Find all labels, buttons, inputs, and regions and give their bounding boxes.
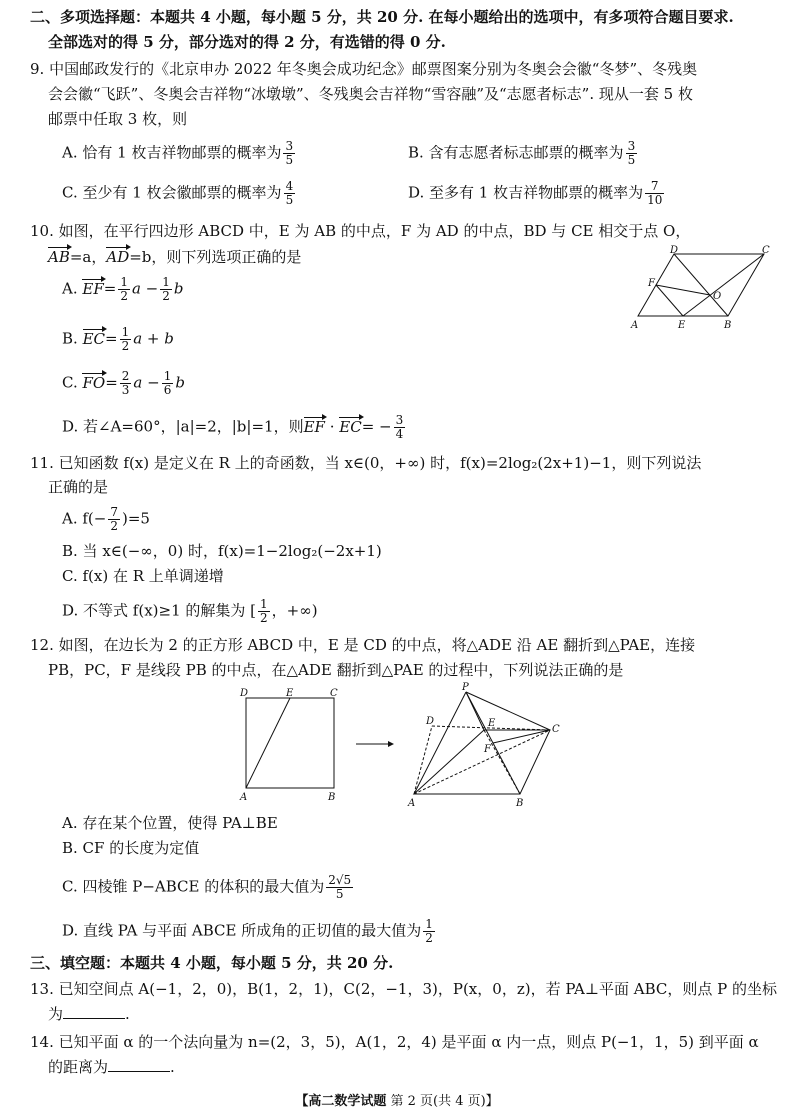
label-c: C bbox=[330, 688, 338, 699]
label-f: F bbox=[484, 744, 491, 755]
answer-blank[interactable] bbox=[108, 1057, 170, 1072]
arrow-icon bbox=[354, 738, 394, 750]
q10-option-a: A. EF= $\frac{1}{2}$ a − $\frac{1}{2}$ b bbox=[62, 275, 184, 303]
q12-stem-2: PB，PC，F 是线段 PB 的中点，在△ADE 翻折到△PAE 的过程中，下列说法正确的是 bbox=[48, 661, 624, 679]
segment-ae bbox=[246, 698, 290, 788]
q10-option-d: D. 若∠A=60°，|a|=2，|b|=1，则EF · EC= − $\frac{3}{4}$ bbox=[62, 413, 404, 441]
fraction: $\frac{3}{5}$ bbox=[627, 139, 636, 167]
label-e: E bbox=[286, 688, 294, 699]
label-c: C bbox=[552, 724, 560, 735]
q10-parallelogram-figure bbox=[628, 244, 774, 330]
q13-stem-1: 13. 已知空间点 A(−1，2，0)，B(1，2，1)，C(2，−1，3)，P(x，0，z)，若 PA⊥平面 ABC，则点 P 的坐标 bbox=[30, 980, 778, 998]
q9-stem-3: 邮票中任取 3 枚，则 bbox=[48, 110, 188, 128]
answer-blank[interactable] bbox=[63, 1004, 125, 1019]
label-p: P bbox=[462, 682, 469, 693]
diagonal-bd bbox=[674, 254, 728, 316]
hidden-ad bbox=[414, 726, 432, 794]
q9-option-c: C. 至少有 1 枚会徽邮票的概率为 $\frac{4}{5}$ bbox=[62, 179, 294, 207]
label-f: F bbox=[648, 278, 655, 289]
q12-option-a: A. 存在某个位置，使得 PA⊥BE bbox=[62, 814, 278, 832]
fraction: $\frac{4}{5}$ bbox=[285, 179, 294, 207]
q9-option-d: D. 至多有 1 枚吉祥物邮票的概率为 $\frac{7}{10}$ bbox=[408, 179, 663, 207]
segment-ce bbox=[683, 254, 764, 316]
q12-pyramid-figure bbox=[404, 682, 564, 810]
q9-option-b: B. 含有志愿者标志邮票的概率为 $\frac{3}{5}$ bbox=[408, 139, 636, 167]
q14-stem-2: 的距离为 . bbox=[48, 1058, 175, 1076]
q12-option-d: D. 直线 PA 与平面 ABCE 所成角的正切值的最大值为 $\frac{1}{2}$ bbox=[62, 917, 433, 945]
label-b: B bbox=[516, 798, 524, 809]
q10-option-b: B. EC= $\frac{1}{2}$ a + b bbox=[62, 325, 174, 353]
q13-stem-2: 为 . bbox=[48, 1005, 130, 1023]
footer-title: 【高二数学试题 bbox=[295, 1094, 387, 1109]
label-a: A bbox=[631, 320, 639, 330]
square-abcd bbox=[246, 698, 334, 788]
q14-stem-1: 14. 已知平面 α 的一个法向量为 n=(2，3，5)，A(1，2，4) 是平面 α 内一点，则点 P(−1，1，5) 到平面 α bbox=[30, 1033, 759, 1051]
label-d: D bbox=[426, 716, 435, 727]
label-d: D bbox=[670, 245, 679, 256]
edge-pa bbox=[414, 692, 466, 794]
q9-stem-1: 9. 中国邮政发行的《北京申办 2022 年冬奥会成功纪念》邮票图案分别为冬奥会会徽“冬梦”、冬残奥 bbox=[30, 60, 698, 78]
vector-ad: AD bbox=[106, 248, 130, 266]
label-d: D bbox=[240, 688, 249, 699]
edge-pc bbox=[466, 692, 550, 730]
fraction: $\frac{7}{10}$ bbox=[647, 179, 663, 207]
vector-ab: AB bbox=[48, 248, 70, 266]
label-o: O bbox=[713, 291, 722, 302]
q12-stem-1: 12. 如图，在边长为 2 的正方形 ABCD 中，E 是 CD 的中点，将△ADE 沿 AE 翻折到△PAE，连接 bbox=[30, 636, 696, 654]
q11-option-a: A. f(− $\frac{7}{2}$ )=5 bbox=[62, 505, 150, 533]
q10-option-c: C. FO= $\frac{2}{3}$ a − $\frac{1}{6}$ b bbox=[62, 369, 185, 397]
segment-cf bbox=[493, 730, 550, 743]
q9-stem-2: 会会徽“飞跃”、冬奥会吉祥物“冰墩墩”、冬残奥会吉祥物“雪容融”及“志愿者标志”. 现从一套 5 枚 bbox=[48, 85, 693, 103]
section-2-header: 二、多项选择题：本题共 4 小题，每小题 5 分，共 20 分. 在每小题给出的选项中，有多项符合题目要求. bbox=[30, 8, 734, 26]
label-a: A bbox=[240, 792, 248, 803]
q11-stem-2: 正确的是 bbox=[48, 478, 109, 496]
label-b: B bbox=[328, 792, 336, 803]
section-3-header: 三、填空题：本题共 4 小题，每小题 5 分，共 20 分. bbox=[30, 954, 394, 972]
q10-stem-1: 10. 如图，在平行四边形 ABCD 中，E 为 AB 的中点，F 为 AD 的中点，BD 与 CE 相交于点 O， bbox=[30, 222, 691, 240]
footer-page: 第 2 页(共 4 页)】 bbox=[390, 1094, 499, 1109]
label-b: B bbox=[724, 320, 732, 330]
fraction: $\frac{3}{5}$ bbox=[285, 139, 294, 167]
q11-option-b: B. 当 x∈(−∞，0) 时，f(x)=1−2log₂(−2x+1) bbox=[62, 542, 382, 560]
label-c: C bbox=[762, 245, 770, 256]
q11-option-c: C. f(x) 在 R 上单调递增 bbox=[62, 567, 224, 585]
q12-square-figure bbox=[236, 688, 346, 806]
page-footer bbox=[0, 1090, 794, 1109]
hidden-eb bbox=[484, 730, 520, 794]
q11-option-d: D. 不等式 f(x)≥1 的解集为 [ $\frac{1}{2}$ ，+∞) bbox=[62, 597, 318, 625]
label-e: E bbox=[488, 718, 496, 729]
section-2-header-cont: 全部选对的得 5 分，部分选对的得 2 分，有选错的得 0 分. bbox=[48, 33, 446, 51]
q10-stem-2: AB=a，AD=b，则下列选项正确的是 bbox=[48, 248, 302, 266]
q11-stem-1: 11. 已知函数 f(x) 是定义在 R 上的奇函数，当 x∈(0，+∞) 时，f(x)=2log₂(2x+1)−1，则下列说法 bbox=[30, 454, 702, 472]
q12-option-b: B. CF 的长度为定值 bbox=[62, 839, 200, 857]
edge-pe bbox=[466, 692, 484, 730]
q12-option-c: C. 四棱锥 P−ABCE 的体积的最大值为 $\frac{2√5}{5}$ bbox=[62, 873, 352, 901]
label-a: A bbox=[408, 798, 416, 809]
label-e: E bbox=[678, 320, 686, 330]
hidden-ac bbox=[414, 730, 550, 794]
q9-option-a: A. 恰有 1 枚吉祥物邮票的概率为 $\frac{3}{5}$ bbox=[62, 139, 294, 167]
